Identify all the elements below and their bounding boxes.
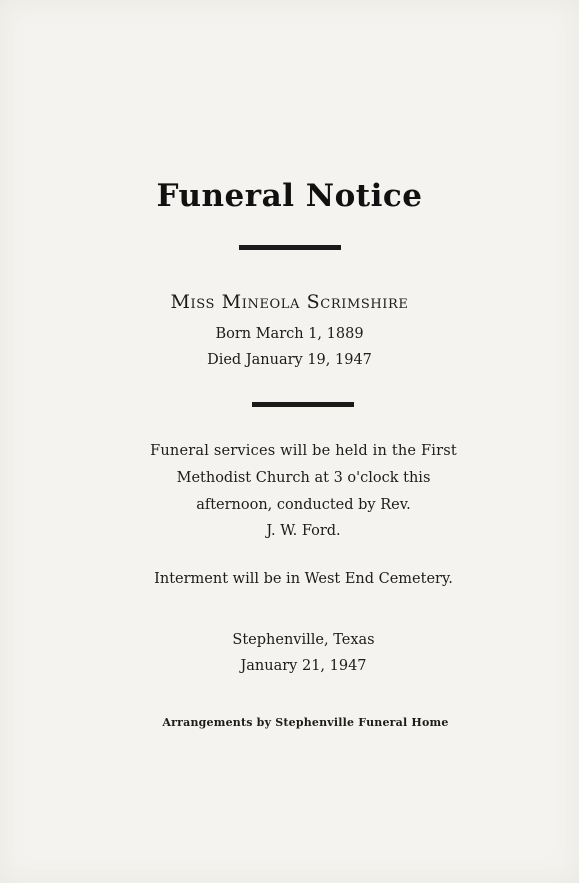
deceased-name: Miss Mineola Scrimshire (170, 291, 409, 313)
death-date: Died January 19, 1947 (207, 352, 372, 368)
birth-date: Born March 1, 1889 (215, 326, 364, 342)
interment-text: Interment will be in West End Cemetery. (154, 571, 453, 587)
location-text: Stephenville, Texas (232, 632, 375, 648)
divider-rule-top (239, 245, 341, 250)
services-line: Methodist Church at 3 o'clock this (176, 470, 431, 486)
notice-title: Funeral Notice (156, 178, 423, 214)
services-line: afternoon, conducted by Rev. (196, 497, 411, 513)
arrangements-credit: Arrangements by Stephenville Funeral Home (162, 716, 449, 729)
divider-rule-middle (252, 402, 354, 407)
notice-date: January 21, 1947 (240, 658, 367, 674)
services-line: J. W. Ford. (266, 523, 341, 539)
services-line: Funeral services will be held in the First (150, 443, 457, 459)
